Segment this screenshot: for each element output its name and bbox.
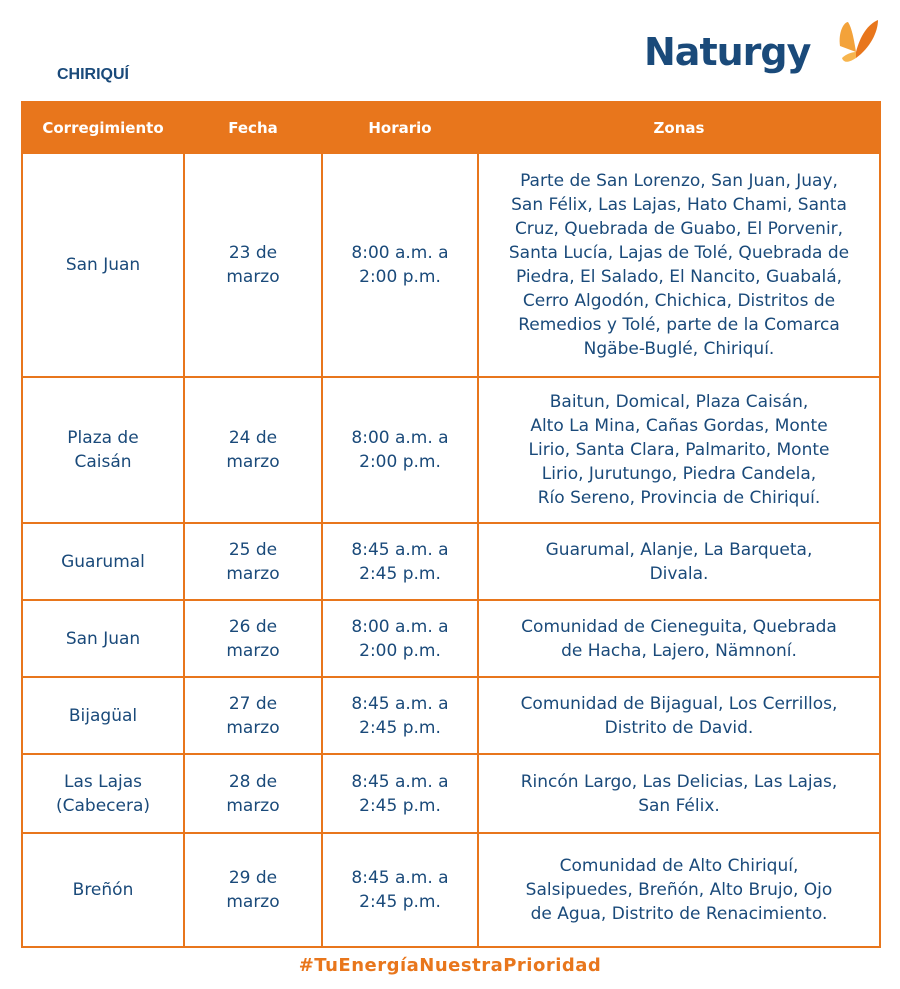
cell-horario	[322, 377, 478, 523]
zonas-line: Remedios y Tolé, parte de la Comarca	[518, 315, 840, 335]
horario-line: 8:00 a.m. a	[351, 243, 449, 263]
corregimiento-line: Las Lajas	[63, 771, 143, 792]
cell-fecha	[184, 377, 322, 523]
horario-line: 8:45 a.m. a	[351, 771, 449, 792]
zonas-line: Río Sereno, Provincia de Chiriquí.	[537, 488, 821, 508]
zonas-line: Divala.	[649, 563, 709, 584]
cell-zonas	[478, 677, 880, 754]
corregimiento-line: Caisán	[74, 452, 132, 472]
cell-zonas	[478, 600, 880, 677]
corregimiento-line: San Juan	[65, 628, 141, 649]
header-zonas: Zonas	[478, 102, 880, 153]
horario-line: 2:45 p.m.	[359, 563, 441, 584]
zonas-line: Ngäbe-Buglé, Chiriquí.	[583, 339, 775, 359]
zonas-line: Rincón Largo, Las Delicias, Las Lajas,	[520, 771, 838, 792]
header-horario: Horario	[322, 102, 478, 153]
cell-corregimiento	[22, 600, 184, 677]
fecha-line: 28 de	[228, 771, 278, 792]
fecha-line: marzo	[226, 452, 280, 472]
header-corregimiento: Corregimiento	[22, 102, 184, 153]
zonas-line: Lirio, Jurutungo, Piedra Candela,	[541, 464, 817, 484]
fecha-line: marzo	[226, 563, 280, 584]
fecha-line: 23 de	[228, 243, 278, 263]
cell-horario	[322, 153, 478, 377]
corregimiento-line: Breñón	[72, 880, 134, 900]
hashtag: #TuEnergíaNuestraPrioridad	[298, 955, 602, 976]
fecha-line: 24 de	[228, 428, 278, 448]
cell-corregimiento	[22, 153, 184, 377]
table-row	[22, 377, 880, 523]
zonas-line: Piedra, El Salado, El Nancito, Guabalá,	[515, 267, 843, 287]
cell-fecha	[184, 677, 322, 754]
zonas-line: Baitun, Domical, Plaza Caisán,	[549, 392, 809, 412]
fecha-line: marzo	[226, 640, 280, 661]
zonas-line: Comunidad de Cieneguita, Quebrada	[521, 616, 837, 637]
horario-line: 2:45 p.m.	[359, 795, 441, 816]
header-fecha: Fecha	[184, 102, 322, 153]
fecha-line: 27 de	[228, 693, 278, 714]
cell-zonas	[478, 153, 880, 377]
table-row	[22, 153, 880, 377]
zonas-line: Parte de San Lorenzo, San Juan, Juay,	[520, 171, 838, 191]
zonas-line: Cruz, Quebrada de Guabo, El Porvenir,	[514, 219, 844, 239]
region-title: CHIRIQUÍ	[57, 66, 129, 83]
fecha-line: 29 de	[228, 868, 278, 888]
corregimiento-line: Plaza de	[67, 428, 139, 448]
corregimiento-line: San Juan	[65, 255, 141, 275]
cell-corregimiento	[22, 523, 184, 600]
cell-horario	[322, 600, 478, 677]
table-row	[22, 523, 880, 600]
corregimiento-line: Guarumal	[61, 551, 145, 572]
corregimiento-line: (Cabecera)	[55, 795, 150, 816]
horario-line: 2:45 p.m.	[359, 892, 441, 912]
cell-horario	[322, 677, 478, 754]
zonas-line: Salsipuedes, Breñón, Alto Brujo, Ojo	[525, 880, 833, 900]
fecha-line: marzo	[226, 717, 280, 738]
horario-line: 8:45 a.m. a	[351, 868, 449, 888]
horario-line: 8:45 a.m. a	[351, 539, 449, 560]
cell-fecha	[184, 833, 322, 947]
cell-fecha	[184, 153, 322, 377]
cell-corregimiento	[22, 833, 184, 947]
zonas-line: Distrito de David.	[604, 717, 754, 738]
cell-zonas	[478, 523, 880, 600]
cell-zonas	[478, 754, 880, 833]
cell-horario	[322, 523, 478, 600]
table-row	[22, 754, 880, 833]
cell-corregimiento	[22, 377, 184, 523]
zonas-line: Cerro Algodón, Chichica, Distritos de	[522, 291, 836, 311]
fecha-line: 25 de	[228, 539, 278, 560]
cell-corregimiento	[22, 677, 184, 754]
cell-corregimiento	[22, 754, 184, 833]
cell-zonas	[478, 377, 880, 523]
zonas-line: Guarumal, Alanje, La Barqueta,	[545, 539, 813, 560]
table-header-row	[22, 102, 880, 153]
naturgy-logo	[644, 18, 884, 84]
horario-line: 2:00 p.m.	[359, 640, 441, 661]
horario-line: 8:00 a.m. a	[351, 616, 449, 637]
horario-line: 8:00 a.m. a	[351, 428, 449, 448]
cell-horario	[322, 754, 478, 833]
table-row	[22, 600, 880, 677]
horario-line: 2:00 p.m.	[359, 452, 441, 472]
cell-zonas	[478, 833, 880, 947]
fecha-line: 26 de	[228, 616, 278, 637]
zonas-line: Comunidad de Bijagual, Los Cerrillos,	[520, 693, 838, 714]
logo-wordmark: Naturgy	[644, 30, 811, 74]
schedule-table	[21, 101, 881, 948]
table-row	[22, 677, 880, 754]
horario-line: 2:00 p.m.	[359, 267, 441, 287]
zonas-line: San Félix.	[638, 795, 720, 816]
corregimiento-line: Bijagüal	[68, 705, 138, 726]
cell-fecha	[184, 600, 322, 677]
zonas-line: Lirio, Santa Clara, Palmarito, Monte	[528, 440, 830, 460]
fecha-line: marzo	[226, 267, 280, 287]
zonas-line: Alto La Mina, Cañas Gordas, Monte	[530, 416, 828, 436]
fecha-line: marzo	[226, 892, 280, 912]
butterfly-icon	[834, 18, 880, 78]
zonas-line: San Félix, Las Lajas, Hato Chami, Santa	[511, 195, 847, 215]
table-row	[22, 833, 880, 947]
zonas-line: de Agua, Distrito de Renacimiento.	[530, 904, 828, 924]
cell-fecha	[184, 754, 322, 833]
zonas-line: Santa Lucía, Lajas de Tolé, Quebrada de	[508, 243, 850, 263]
zonas-line: Comunidad de Alto Chiriquí,	[559, 856, 799, 876]
horario-line: 8:45 a.m. a	[351, 693, 449, 714]
fecha-line: marzo	[226, 795, 280, 816]
cell-fecha	[184, 523, 322, 600]
horario-line: 2:45 p.m.	[359, 717, 441, 738]
cell-horario	[322, 833, 478, 947]
zonas-line: de Hacha, Lajero, Nämnoní.	[561, 640, 797, 661]
